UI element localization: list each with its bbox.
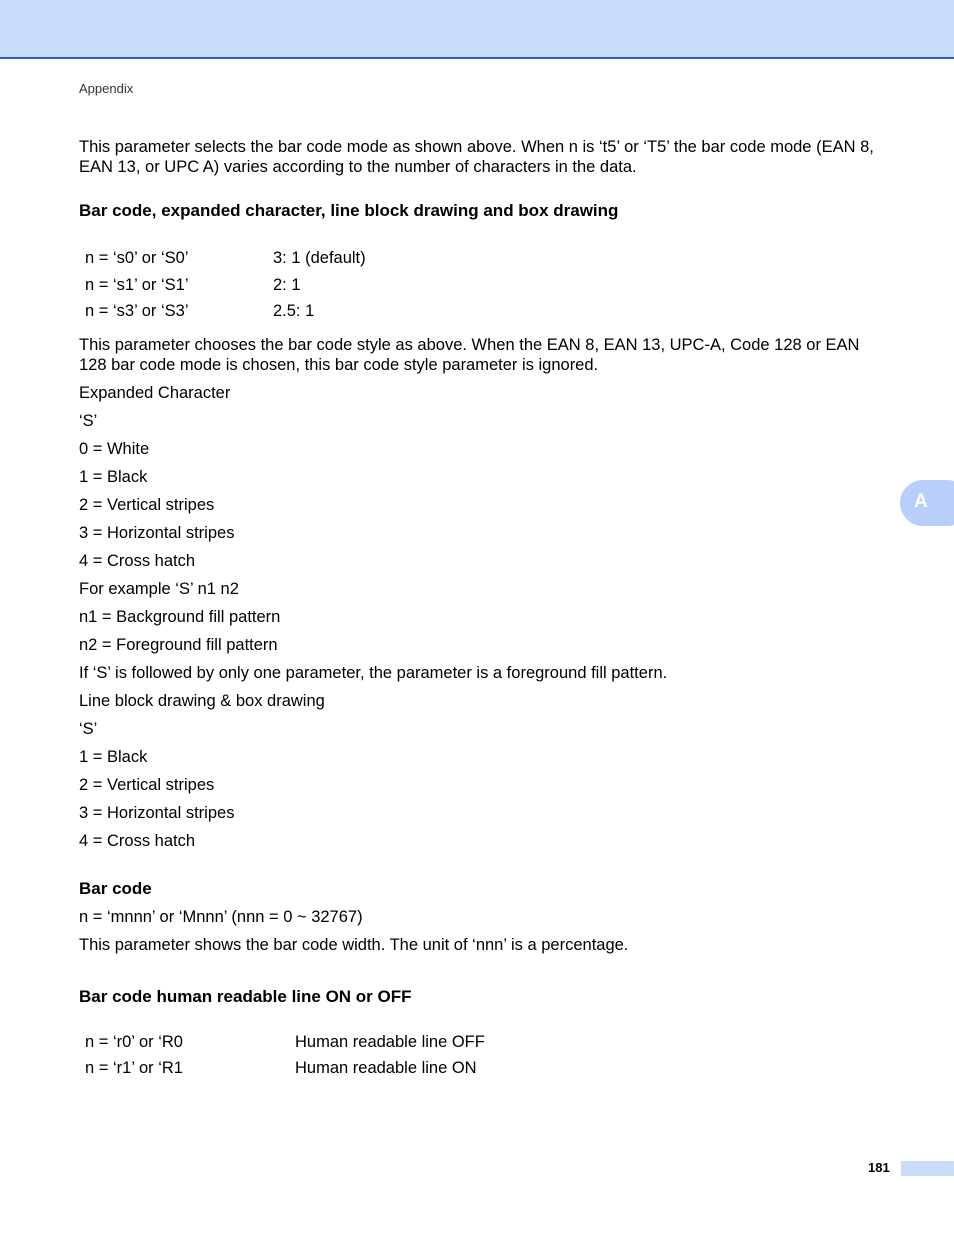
- list-item: 4 = Cross hatch: [79, 551, 196, 570]
- page-number-bar: [901, 1161, 954, 1176]
- list-item: Expanded Character: [79, 383, 231, 402]
- list-item: 3 = Horizontal stripes: [79, 803, 235, 822]
- param-key: n = ‘s1’ or ‘S1’: [85, 275, 189, 294]
- list-item: 2 = Vertical stripes: [79, 495, 215, 514]
- list-item: ‘S’: [79, 719, 98, 738]
- section-heading-bar-code-style: Bar code, expanded character, line block drawing and box drawing: [79, 201, 619, 220]
- list-item: ‘S’: [79, 411, 98, 430]
- bar-code-style-note: This parameter chooses the bar code style as above. When the EAN 8, EAN 13, UPC-A, Code 128 or EAN 128 bar code mode is chosen, this bar code style parameter is ignored.: [79, 335, 860, 374]
- table-row: [85, 302, 891, 329]
- section-heading-human-readable: Bar code human readable line ON or OFF: [79, 986, 412, 1006]
- list-item: 2 = Vertical stripes: [79, 775, 215, 794]
- param-key: n = ‘r1’ or ‘R1: [85, 1059, 183, 1077]
- page-content: [79, 137, 891, 1086]
- page-header-band: [0, 0, 954, 59]
- list-item: 4 = Cross hatch: [79, 831, 196, 850]
- list-item: If ‘S’ is followed by only one parameter, the parameter is a foreground fill pattern.: [79, 663, 668, 682]
- param-key: n = ‘r0’ or ‘R0: [85, 1032, 183, 1051]
- list-item: n2 = Foreground fill pattern: [79, 635, 278, 654]
- fill-pattern-list: [79, 383, 891, 859]
- list-item: 0 = White: [79, 439, 150, 458]
- table-row: [85, 276, 891, 303]
- side-tab-label: A: [914, 491, 928, 512]
- param-value: 2: 1: [273, 275, 301, 294]
- table-row: [85, 1033, 891, 1060]
- bar-code-style-table: [85, 249, 891, 329]
- param-key: n = ‘s3’ or ‘S3’: [85, 302, 189, 320]
- param-key: n = ‘s0’ or ‘S0’: [85, 249, 189, 267]
- list-item: 3 = Horizontal stripes: [79, 523, 235, 542]
- bar-code-width-syntax: n = ‘mnnn’ or ‘Mnnn’ (nnn = 0 ~ 32767): [79, 907, 363, 926]
- breadcrumb: Appendix: [79, 81, 134, 96]
- list-item: n1 = Background fill pattern: [79, 607, 281, 626]
- list-item: 1 = Black: [79, 467, 148, 486]
- param-value: 3: 1 (default): [273, 249, 366, 267]
- page-number: 181: [868, 1160, 890, 1175]
- appendix-side-tab: [900, 480, 954, 526]
- human-readable-table: [85, 1033, 891, 1086]
- bar-code-width-description: This parameter shows the bar code width. The unit of ‘nnn’ is a percentage.: [79, 935, 629, 954]
- list-item: For example ‘S’ n1 n2: [79, 579, 239, 598]
- param-value: Human readable line OFF: [295, 1032, 485, 1051]
- param-value: 2.5: 1: [273, 302, 315, 320]
- list-item: Line block drawing & box drawing: [79, 691, 325, 710]
- table-row: [85, 1059, 891, 1086]
- table-row: [85, 249, 891, 276]
- list-item: 1 = Black: [79, 747, 148, 766]
- section-heading-bar-code: Bar code: [79, 878, 152, 898]
- param-value: Human readable line ON: [295, 1059, 477, 1077]
- intro-paragraph: This parameter selects the bar code mode as shown above. When n is ‘t5’ or ‘T5’ the bar code mode (EAN 8, EAN 13, or UPC A) varies according to the number of characters in the data.: [79, 138, 874, 176]
